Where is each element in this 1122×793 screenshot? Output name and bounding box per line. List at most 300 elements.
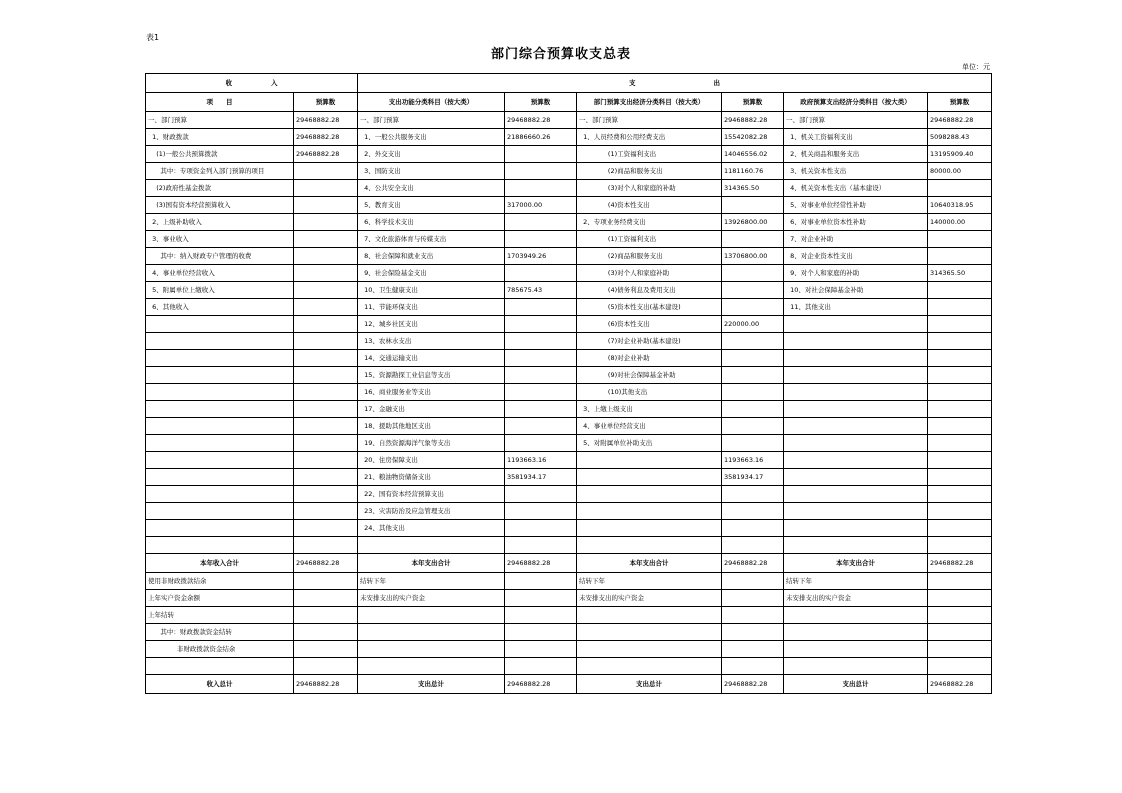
amount-cell [722, 658, 784, 675]
amount-cell [294, 469, 358, 486]
amount-cell [928, 469, 992, 486]
amount-cell [928, 248, 992, 265]
amount-cell [722, 265, 784, 282]
item-cell: (3)对个人和家庭补助 [577, 265, 722, 282]
item-cell: (1)工资福利支出 [577, 146, 722, 163]
amount-cell [722, 282, 784, 299]
item-cell [146, 452, 294, 469]
amount-cell [722, 367, 784, 384]
item-cell: 结转下年 [358, 573, 505, 590]
amount-cell [928, 316, 992, 333]
table-row [146, 231, 992, 248]
item-cell: 上年结转 [146, 607, 294, 624]
amount-cell [722, 607, 784, 624]
amount-cell [294, 197, 358, 214]
item-cell: 未安排支出的实户资金 [577, 590, 722, 607]
table-row [146, 197, 992, 214]
item-cell [784, 350, 928, 367]
table-row [146, 214, 992, 231]
page-title: 部门综合预算收支总表 [490, 47, 631, 62]
amount-cell: 1181160.76 [722, 163, 784, 180]
item-cell: 非财政拨款资金结余 [146, 641, 294, 658]
item-cell [784, 503, 928, 520]
item-cell [784, 401, 928, 418]
amount-cell: 13926800.00 [722, 214, 784, 231]
amount-cell [294, 486, 358, 503]
item-cell: 10、卫生健康支出 [358, 282, 505, 299]
item-cell: 3、国防支出 [358, 163, 505, 180]
item-cell: 3、机关资本性支出 [784, 163, 928, 180]
amount-cell [505, 537, 577, 554]
item-cell: 一、部门预算 [146, 112, 294, 129]
amount-cell [294, 163, 358, 180]
amount-cell: 10640318.95 [928, 197, 992, 214]
amount-cell [505, 641, 577, 658]
column-header: 项 目 [146, 93, 294, 112]
total-label: 本年支出合计 [784, 554, 928, 573]
amount-cell: 1703949.26 [505, 248, 577, 265]
amount-cell [505, 265, 577, 282]
amount-cell [294, 180, 358, 197]
item-cell: 6、其他收入 [146, 299, 294, 316]
amount-cell [294, 658, 358, 675]
item-cell [577, 520, 722, 537]
amount-cell [294, 248, 358, 265]
item-cell [577, 607, 722, 624]
table-row [146, 350, 992, 367]
table-grand-total [146, 675, 992, 694]
amount-cell [928, 573, 992, 590]
item-cell: (3)对个人和家庭的补助 [577, 180, 722, 197]
item-cell: 5、对附属单位补助支出 [577, 435, 722, 452]
item-cell [577, 641, 722, 658]
item-cell [146, 384, 294, 401]
amount-cell [294, 282, 358, 299]
total-value: 29468882.28 [928, 554, 992, 573]
item-cell: (8)对企业补助 [577, 350, 722, 367]
amount-cell [294, 573, 358, 590]
amount-cell [722, 418, 784, 435]
item-cell [146, 333, 294, 350]
grand-total-label: 支出总计 [577, 675, 722, 694]
item-cell [358, 641, 505, 658]
item-cell: (10)其他支出 [577, 384, 722, 401]
table-bottom [146, 573, 992, 675]
amount-cell [722, 231, 784, 248]
amount-cell: 29468882.28 [722, 112, 784, 129]
amount-cell [928, 367, 992, 384]
item-cell: 5、对事业单位经常性补助 [784, 197, 928, 214]
amount-cell [294, 590, 358, 607]
column-header: 预算数 [505, 93, 577, 112]
item-cell: 2、专项业务经费支出 [577, 214, 722, 231]
column-header: 政府预算支出经济分类科目（按大类） [784, 93, 928, 112]
amount-cell [505, 163, 577, 180]
amount-cell [928, 624, 992, 641]
item-cell: 4、公共安全支出 [358, 180, 505, 197]
column-header: 支出功能分类科目（按大类） [358, 93, 505, 112]
item-cell: 20、住房保障支出 [358, 452, 505, 469]
table-row [146, 641, 992, 658]
item-cell: 3、事业收入 [146, 231, 294, 248]
item-cell: 12、城乡社区支出 [358, 316, 505, 333]
amount-cell: 3581934.17 [722, 469, 784, 486]
grand-total-label: 收入总计 [146, 675, 294, 694]
item-cell: (4)资本性支出 [577, 197, 722, 214]
amount-cell: 314365.50 [928, 265, 992, 282]
item-cell: 3、上缴上级支出 [577, 401, 722, 418]
item-cell: 8、对企业资本性支出 [784, 248, 928, 265]
table-row [146, 435, 992, 452]
item-cell: 6、科学技术支出 [358, 214, 505, 231]
amount-cell [505, 231, 577, 248]
item-cell: 23、灾害防治及应急管理支出 [358, 503, 505, 520]
amount-cell [294, 299, 358, 316]
amount-cell: 21886660.26 [505, 129, 577, 146]
amount-cell [505, 180, 577, 197]
grand-total-value: 29468882.28 [505, 675, 577, 694]
amount-cell [928, 350, 992, 367]
amount-cell [505, 333, 577, 350]
item-cell: (6)资本性支出 [577, 316, 722, 333]
amount-cell [294, 350, 358, 367]
amount-cell [928, 537, 992, 554]
amount-cell [294, 333, 358, 350]
item-cell [146, 469, 294, 486]
amount-cell [722, 401, 784, 418]
item-cell [784, 367, 928, 384]
amount-cell [722, 333, 784, 350]
item-cell [577, 503, 722, 520]
grand-total-row [146, 675, 992, 694]
amount-cell [722, 537, 784, 554]
amount-cell [722, 486, 784, 503]
item-cell [784, 418, 928, 435]
item-cell [577, 486, 722, 503]
amount-cell: 15542082.28 [722, 129, 784, 146]
amount-cell: 14046556.02 [722, 146, 784, 163]
amount-cell [928, 503, 992, 520]
amount-cell [294, 537, 358, 554]
amount-cell [505, 435, 577, 452]
item-cell [146, 316, 294, 333]
item-cell [784, 624, 928, 641]
year-total-row [146, 554, 992, 573]
amount-cell: 785675.43 [505, 282, 577, 299]
item-cell [784, 469, 928, 486]
item-cell [146, 401, 294, 418]
item-cell [146, 418, 294, 435]
item-cell [146, 520, 294, 537]
amount-cell [505, 401, 577, 418]
item-cell: 1、财政拨款 [146, 129, 294, 146]
column-header: 预算数 [928, 93, 992, 112]
amount-cell [928, 282, 992, 299]
item-cell [358, 537, 505, 554]
item-cell: (5)资本性支出(基本建设) [577, 299, 722, 316]
amount-cell [505, 607, 577, 624]
amount-cell [294, 265, 358, 282]
amount-cell [294, 452, 358, 469]
table-row [146, 129, 992, 146]
table-row [146, 418, 992, 435]
amount-cell: 13706800.00 [722, 248, 784, 265]
total-label: 本年收入合计 [146, 554, 294, 573]
amount-cell [294, 641, 358, 658]
item-cell [784, 452, 928, 469]
amount-cell: 220000.00 [722, 316, 784, 333]
amount-cell: 5098288.43 [928, 129, 992, 146]
table-row [146, 590, 992, 607]
amount-cell [505, 486, 577, 503]
item-cell [784, 607, 928, 624]
item-cell: 14、交通运输支出 [358, 350, 505, 367]
item-cell: 4、机关资本性支出（基本建设） [784, 180, 928, 197]
item-cell [577, 658, 722, 675]
amount-cell [505, 658, 577, 675]
amount-cell [928, 180, 992, 197]
item-cell: (9)对社会保障基金补助 [577, 367, 722, 384]
item-cell [784, 658, 928, 675]
item-cell: 4、事业单位经营收入 [146, 265, 294, 282]
item-cell: 19、自然资源海洋气象等支出 [358, 435, 505, 452]
amount-cell: 13195909.40 [928, 146, 992, 163]
amount-cell [722, 573, 784, 590]
item-cell: 18、援助其他地区支出 [358, 418, 505, 435]
item-cell [784, 435, 928, 452]
item-cell: 11、其他支出 [784, 299, 928, 316]
table-row [146, 486, 992, 503]
budget-summary-table [145, 73, 992, 694]
amount-cell [722, 350, 784, 367]
item-cell: 11、节能环保支出 [358, 299, 505, 316]
item-cell [358, 658, 505, 675]
table-summary [146, 554, 992, 573]
item-cell [358, 624, 505, 641]
item-cell: 其中：专项资金列入部门预算的项目 [146, 163, 294, 180]
amount-cell [928, 486, 992, 503]
amount-cell [294, 520, 358, 537]
amount-cell [294, 624, 358, 641]
table-row [146, 401, 992, 418]
grand-total-value: 29468882.28 [928, 675, 992, 694]
amount-cell [928, 401, 992, 418]
column-header: 预算数 [722, 93, 784, 112]
table-row [146, 265, 992, 282]
total-value: 29468882.28 [722, 554, 784, 573]
amount-cell [294, 231, 358, 248]
item-cell: (1)一般公共预算拨款 [146, 146, 294, 163]
item-cell: 9、对个人和家庭的补助 [784, 265, 928, 282]
amount-cell [294, 418, 358, 435]
amount-cell [722, 624, 784, 641]
amount-cell [928, 641, 992, 658]
item-cell [577, 537, 722, 554]
item-cell: 2、机关商品和服务支出 [784, 146, 928, 163]
amount-cell [505, 418, 577, 435]
table-row [146, 333, 992, 350]
item-cell: 6、对事业单位资本性补助 [784, 214, 928, 231]
amount-cell: 29468882.28 [294, 112, 358, 129]
grand-total-value: 29468882.28 [294, 675, 358, 694]
table-row [146, 607, 992, 624]
amount-cell [722, 520, 784, 537]
item-cell: 一、部门预算 [358, 112, 505, 129]
item-cell: 结转下年 [784, 573, 928, 590]
expense-group-header: 支 出 [358, 74, 992, 93]
item-cell: 2、上级补助收入 [146, 214, 294, 231]
column-header: 部门预算支出经济分类科目（按大类） [577, 93, 722, 112]
amount-cell: 1193663.16 [722, 452, 784, 469]
total-label: 本年支出合计 [358, 554, 505, 573]
item-cell: 13、农林水支出 [358, 333, 505, 350]
column-header-row [146, 93, 992, 112]
table-row [146, 384, 992, 401]
item-cell: 8、社会保障和就业支出 [358, 248, 505, 265]
table-row [146, 469, 992, 486]
item-cell [146, 537, 294, 554]
table-row [146, 163, 992, 180]
amount-cell [505, 520, 577, 537]
amount-cell: 29468882.28 [928, 112, 992, 129]
item-cell [784, 537, 928, 554]
item-cell [784, 316, 928, 333]
table-row [146, 180, 992, 197]
grand-total-value: 29468882.28 [722, 675, 784, 694]
grand-total-label: 支出总计 [784, 675, 928, 694]
item-cell: 21、粮油物资储备支出 [358, 469, 505, 486]
amount-cell [928, 333, 992, 350]
item-cell [146, 658, 294, 675]
item-cell [146, 486, 294, 503]
amount-cell [505, 503, 577, 520]
item-cell: 22、国有资本经营预算支出 [358, 486, 505, 503]
item-cell: 4、事业单位经营支出 [577, 418, 722, 435]
amount-cell [505, 367, 577, 384]
item-cell [146, 367, 294, 384]
item-cell: 5、教育支出 [358, 197, 505, 214]
table-row [146, 248, 992, 265]
item-cell: 15、资源勘探工业信息等支出 [358, 367, 505, 384]
item-cell: 使用非财政拨款结余 [146, 573, 294, 590]
item-cell: 9、社会保险基金支出 [358, 265, 505, 282]
item-cell: 10、对社会保障基金补助 [784, 282, 928, 299]
total-value: 29468882.28 [505, 554, 577, 573]
item-cell: 结转下年 [577, 573, 722, 590]
item-cell [577, 624, 722, 641]
table-number-label: 表1 [146, 33, 160, 42]
amount-cell [928, 590, 992, 607]
table-row [146, 146, 992, 163]
item-cell: (2)政府性基金拨款 [146, 180, 294, 197]
amount-cell [722, 641, 784, 658]
amount-cell [505, 384, 577, 401]
amount-cell [294, 214, 358, 231]
item-cell: 7、文化旅游体育与传媒支出 [358, 231, 505, 248]
item-cell: 2、外交支出 [358, 146, 505, 163]
amount-cell: 1193663.16 [505, 452, 577, 469]
amount-cell: 314365.50 [722, 180, 784, 197]
item-cell [784, 384, 928, 401]
item-cell [358, 607, 505, 624]
amount-cell [294, 316, 358, 333]
amount-cell [722, 503, 784, 520]
amount-cell [294, 435, 358, 452]
amount-cell [722, 299, 784, 316]
item-cell [577, 452, 722, 469]
table-row [146, 658, 992, 675]
amount-cell [928, 435, 992, 452]
table-row [146, 367, 992, 384]
item-cell: 一、部门预算 [577, 112, 722, 129]
amount-cell: 80000.00 [928, 163, 992, 180]
amount-cell [505, 590, 577, 607]
amount-cell [294, 503, 358, 520]
amount-cell [505, 214, 577, 231]
item-cell [146, 503, 294, 520]
item-cell: 5、附属单位上缴收入 [146, 282, 294, 299]
item-cell: 17、金融支出 [358, 401, 505, 418]
amount-cell [928, 299, 992, 316]
item-cell: (1)工资福利支出 [577, 231, 722, 248]
amount-cell [928, 658, 992, 675]
table-row [146, 573, 992, 590]
item-cell [784, 520, 928, 537]
table-row [146, 282, 992, 299]
item-cell: 其中：纳入财政专户管理的收费 [146, 248, 294, 265]
amount-cell [928, 607, 992, 624]
amount-cell [722, 384, 784, 401]
item-cell: 1、机关工资福利支出 [784, 129, 928, 146]
total-label: 本年支出合计 [577, 554, 722, 573]
amount-cell [294, 367, 358, 384]
amount-cell [722, 197, 784, 214]
column-header: 预算数 [294, 93, 358, 112]
amount-cell [294, 401, 358, 418]
amount-cell [294, 384, 358, 401]
amount-cell: 317000.00 [505, 197, 577, 214]
income-group-header: 收 入 [146, 74, 358, 93]
table-row [146, 316, 992, 333]
item-cell: 未安排支出的实户资金 [784, 590, 928, 607]
amount-cell [928, 520, 992, 537]
amount-cell: 29468882.28 [505, 112, 577, 129]
amount-cell [294, 607, 358, 624]
item-cell: 24、其他支出 [358, 520, 505, 537]
amount-cell [928, 418, 992, 435]
item-cell [146, 435, 294, 452]
amount-cell [722, 435, 784, 452]
amount-cell [505, 299, 577, 316]
item-cell: (2)商品和服务支出 [577, 248, 722, 265]
item-cell [784, 486, 928, 503]
item-cell: (4)债务利息及费用支出 [577, 282, 722, 299]
table-row [146, 624, 992, 641]
table-row [146, 299, 992, 316]
item-cell: 1、一般公共服务支出 [358, 129, 505, 146]
table-row [146, 503, 992, 520]
item-cell: 未安排支出的实户资金 [358, 590, 505, 607]
amount-cell [505, 624, 577, 641]
item-cell: 一、部门预算 [784, 112, 928, 129]
grand-total-label: 支出总计 [358, 675, 505, 694]
group-header-row [146, 74, 992, 93]
table-row [146, 452, 992, 469]
unit-label: 单位：元 [962, 63, 990, 71]
amount-cell: 140000.00 [928, 214, 992, 231]
table-body [146, 112, 992, 554]
amount-cell [505, 146, 577, 163]
